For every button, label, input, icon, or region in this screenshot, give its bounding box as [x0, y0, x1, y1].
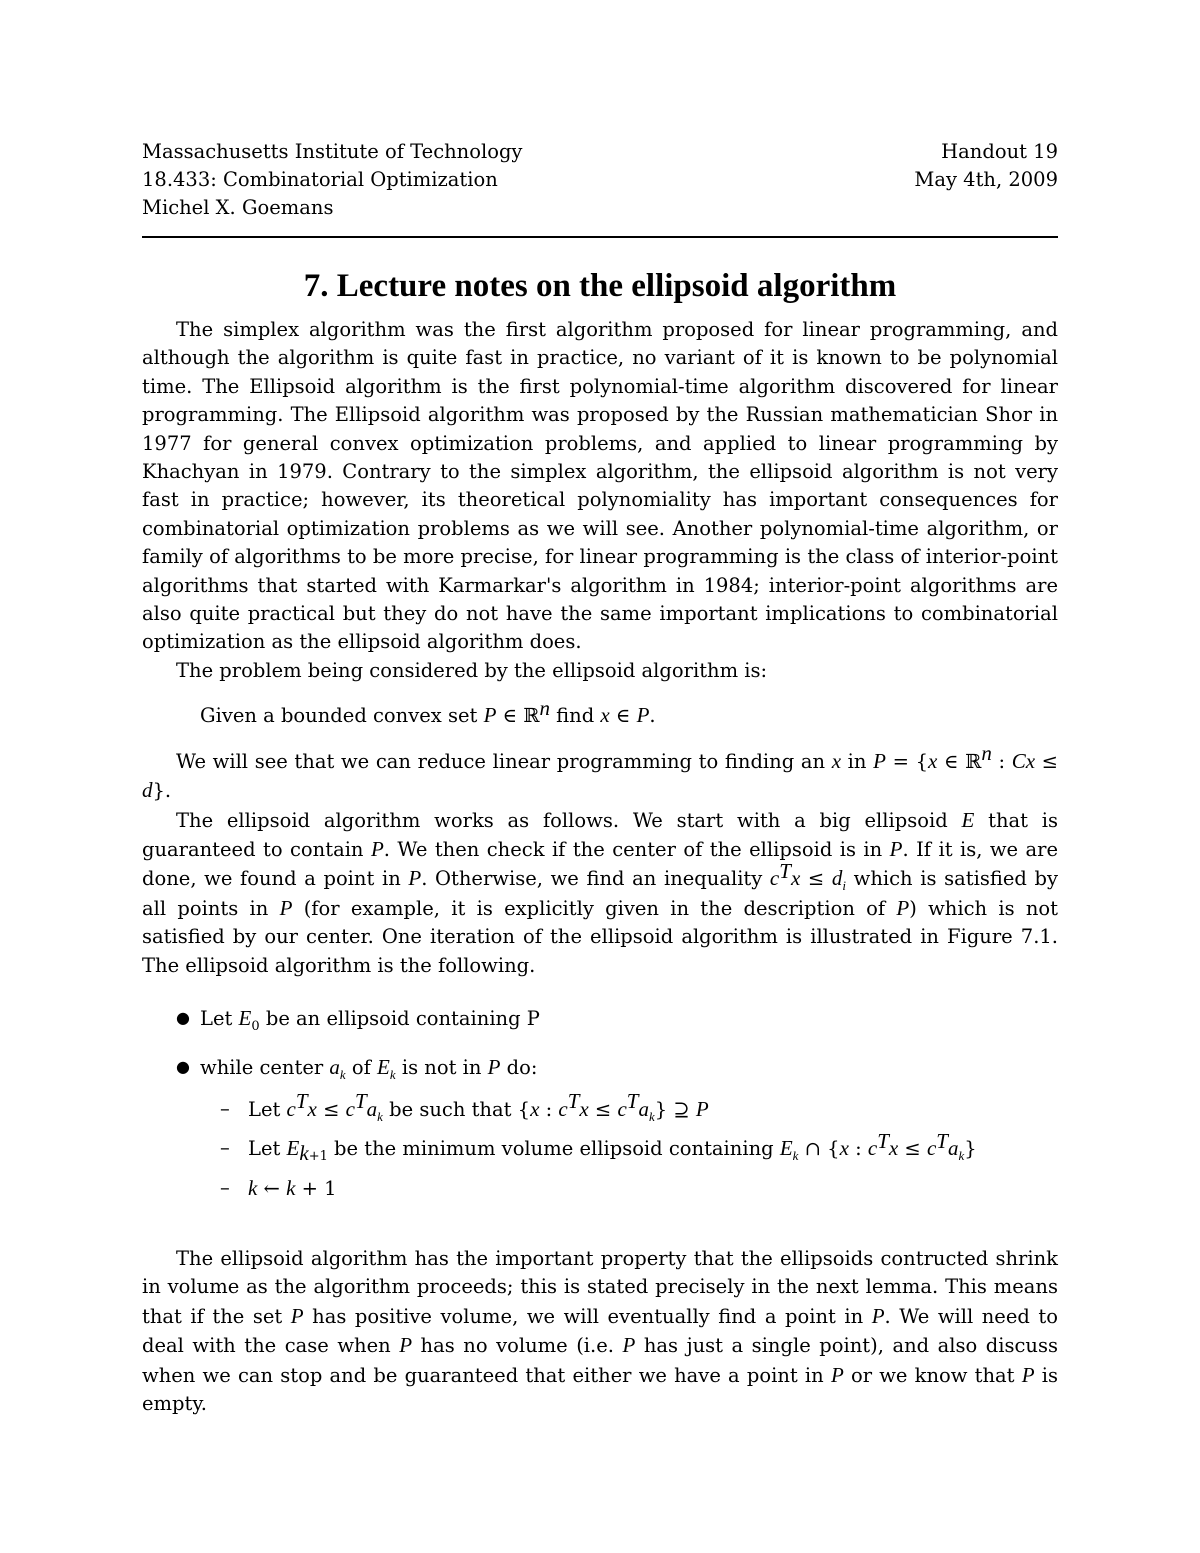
list-item: ● Let $E_0$ be an ellipsoid containing P [176, 1005, 540, 1034]
list-item: ● while center $a_k$ of $E_k$ is not in P do: – Let $c^Tx \le c^Ta_k$ be such that {x : $c^Tx \le c^Ta_k$} ⊇ P – Let $E_{k+1}$ be the minimum volume ellipsoid containing $E_k$ ∩ {x : $c^Tx \le c^Ta_k$} – k ← k + 1 [142, 1053, 1058, 1203]
intro-paragraph: The simplex algorithm was the first algorithm proposed for linear programming, and although the algorithm is quite fast in practice, no variant of it is known to be polynomial time. The Ellipsoid algorithm is the first polynomial-time algorithm discovered for linear programming. The Ellipsoid algorithm was proposed by the Russian mathematician Shor in 1977 for general convex optimization problems, and applied to linear programming by Khachyan in 1979. Contrary to the simplex algorithm, the ellipsoid algorithm is not very fast in practice; however, its theoretical polynomiality has important consequences for combinatorial optimization problems as we will see. Another polynomial-time algorithm, or family of algorithms to be more precise, for linear programming is the class of interior-point algorithms that started with Karmarkar's algorithm in 1984; interior-point algorithms are also quite practical but they do not have the same important implications to combinatorial optimization as the ellipsoid algorithm does. [142, 318, 1058, 654]
problem-intro: The problem being considered by the ellipsoid algorithm is: [176, 658, 768, 682]
author: Michel X. Goemans [142, 196, 334, 219]
handout-number: Handout 19 [941, 140, 1058, 163]
list-item: – Let $E_{k+1}$ be the minimum volume ellipsoid containing $E_k$ ∩ {x : $c^Tx \le c^Ta_k$} [220, 1128, 977, 1166]
institution: Massachusetts Institute of Technology [142, 140, 523, 163]
dash-icon: – [220, 1096, 230, 1120]
algorithm-steps [142, 1004, 1058, 1203]
works-paragraph: The ellipsoid algorithm works as follows. We start with a big ellipsoid E that is guaranteed to contain P. We then check if the center of the ellipsoid is in P. If it is, we are done, we found a point in P. Otherwise, we find an inequality $c^Tx \le d_i$ which is satisfied by all points in P (for example, it is explicitly given in the description of P) which is not satisfied by our center. One iteration of the ellipsoid algorithm is illustrated in Figure 7.1. The ellipsoid algorithm is the following. [142, 807, 1058, 977]
page [142, 138, 1058, 1418]
header-rule [142, 236, 1058, 238]
problem-statement: Given a bounded convex set P ∈ ℝ$^n$ find x ∈ P. [200, 695, 656, 728]
list-item: – k ← k + 1 [200, 1174, 1058, 1203]
sub-steps [200, 1089, 1058, 1203]
header [142, 138, 1058, 222]
bullet-icon: ● [176, 1007, 190, 1027]
closing-paragraph: The ellipsoid algorithm has the important property that the ellipsoids contructed shrink in volume as the algorithm proceeds; this is stated precisely in the next lemma. This means that if the set P has positive volume, we will eventually find a point in P. We will need to deal with the case when P has no volume (i.e. P has just a single point), and also discuss when we can stop and be guaranteed that either we have a point in P or we know that P is empty. [142, 1246, 1058, 1415]
reduce-paragraph: We will see that we can reduce linear programming to finding an x in P = {x ∈ ℝ$^n$ : Cx ≤ d}. [142, 741, 1059, 803]
course: 18.433: Combinatorial Optimization [142, 168, 498, 191]
page-title: 7. Lecture notes on the ellipsoid algorithm [303, 268, 897, 304]
dash-icon: – [220, 1136, 230, 1160]
date: May 4th, 2009 [914, 168, 1058, 191]
body [142, 316, 1058, 1418]
bullet-icon: ● [176, 1057, 190, 1077]
list-item: – Let $c^Tx \le c^Ta_k$ be such that {x : $c^Tx \le c^Ta_k$} ⊇ P [220, 1089, 709, 1124]
dash-icon: – [220, 1175, 230, 1199]
